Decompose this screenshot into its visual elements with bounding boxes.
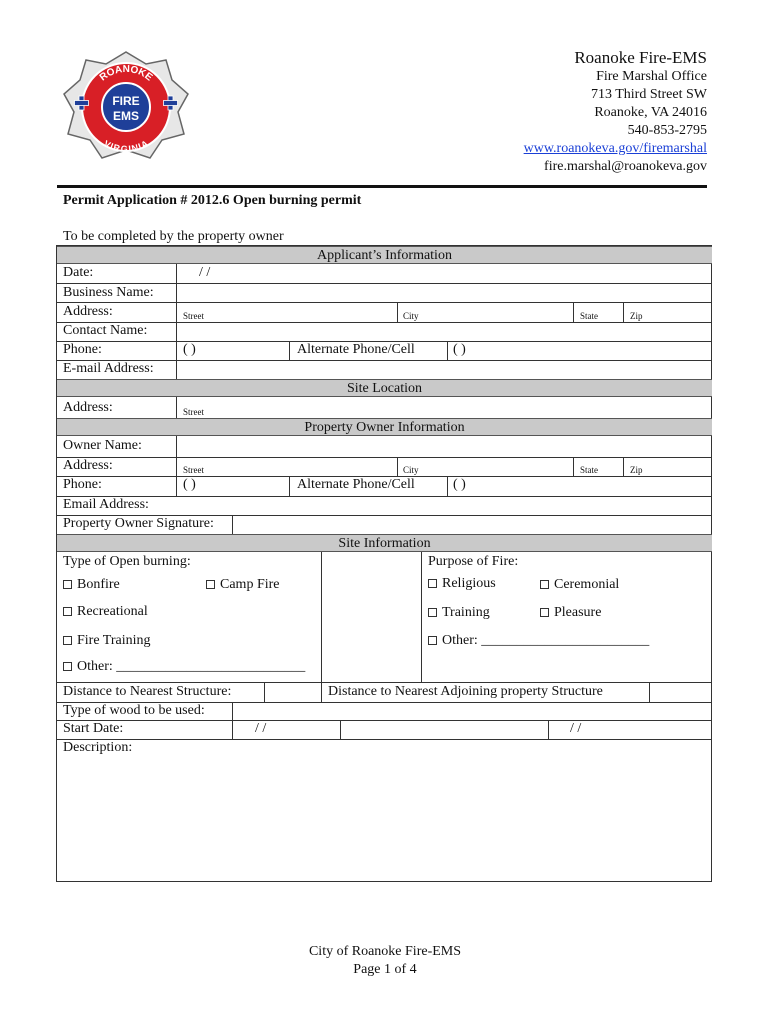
page-number: Page 1 of 4	[353, 962, 417, 977]
row-divider	[56, 682, 712, 683]
section-site-location-heading: Site Location	[57, 379, 712, 397]
alt-phone-divider	[447, 476, 448, 496]
checkbox-icon[interactable]	[540, 608, 549, 617]
burning-other-label: Other: ___________________________	[77, 659, 306, 674]
street-sublabel: Street	[183, 465, 204, 475]
distance-divider	[321, 682, 322, 702]
distance-adjoining-field[interactable]	[650, 683, 711, 701]
header-rule	[57, 185, 707, 188]
business-name-label: Business Name:	[63, 285, 154, 300]
owner-name-label: Owner Name:	[63, 438, 142, 453]
footer-org: City of Roanoke Fire-EMS	[308, 944, 462, 959]
roanoke-fire-ems-logo	[62, 50, 190, 162]
phone-label: Phone:	[63, 342, 102, 357]
owner-address-label: Address:	[63, 458, 113, 473]
email-field[interactable]	[177, 361, 711, 379]
applicant-address-label: Address:	[63, 304, 113, 319]
owner-signature-field[interactable]	[233, 516, 711, 534]
owner-signature-label: Property Owner Signature:	[63, 516, 214, 531]
description-label: Description:	[63, 740, 133, 755]
start-date-field[interactable]: / /	[255, 721, 267, 736]
city-divider	[397, 302, 398, 322]
logo-top-text: ROANOKE	[97, 63, 155, 84]
website-link[interactable]: www.roanokeva.gov/firemarshal	[523, 141, 707, 156]
fire-training-option[interactable]	[63, 633, 151, 649]
state-divider	[573, 457, 574, 476]
street-sublabel: Street	[183, 311, 204, 321]
owner-alt-phone-label: Alternate Phone/Cell	[297, 477, 415, 492]
contact-name-label: Contact Name:	[63, 323, 148, 338]
office-phone: 540-853-2795	[627, 123, 707, 138]
alt-phone-field[interactable]: ( )	[453, 342, 466, 357]
date-field[interactable]: / /	[199, 265, 211, 280]
bonfire-label: Bonfire	[77, 577, 120, 592]
alt-phone-divider	[447, 341, 448, 360]
owner-phone-label: Phone:	[63, 477, 102, 492]
row-divider	[56, 739, 712, 740]
description-field[interactable]	[57, 758, 711, 880]
logo-ems-text: EMS	[112, 109, 140, 123]
row-divider	[56, 457, 712, 458]
section-owner-heading: Property Owner Information	[57, 418, 712, 436]
religious-label: Religious	[442, 576, 496, 591]
campfire-label: Camp Fire	[220, 577, 280, 592]
street-address: 713 Third Street SW	[590, 87, 707, 102]
office-email: fire.marshal@roanokeva.gov	[544, 159, 707, 174]
state-sublabel: State	[580, 465, 598, 475]
wood-type-field[interactable]	[233, 703, 711, 720]
fire-training-label: Fire Training	[77, 633, 151, 648]
checkbox-icon[interactable]	[540, 580, 549, 589]
zip-sublabel: Zip	[630, 465, 643, 475]
start-date-label: Start Date:	[63, 721, 124, 736]
end-date-field[interactable]: / /	[570, 721, 582, 736]
bonfire-option[interactable]	[63, 577, 120, 593]
office-name: Fire Marshal Office	[596, 69, 707, 84]
city-divider	[397, 457, 398, 476]
checkbox-icon[interactable]	[428, 636, 437, 645]
burning-purpose-divider	[421, 552, 422, 682]
section-site-info-heading: Site Information	[57, 534, 712, 552]
pleasure-label: Pleasure	[554, 605, 602, 620]
logo-bottom-text: VIRGINIA	[102, 138, 150, 155]
recreational-label: Recreational	[77, 604, 148, 619]
burning-purpose-divider	[321, 552, 322, 682]
purpose-other-label: Other: ________________________	[442, 633, 650, 648]
distance-adjoining-label: Distance to Nearest Adjoining property Structure	[328, 684, 603, 699]
wood-type-label: Type of wood to be used:	[63, 703, 205, 718]
contact-name-field[interactable]	[177, 323, 711, 341]
checkbox-icon[interactable]	[63, 580, 72, 589]
zip-sublabel: Zip	[630, 311, 643, 321]
distance-structure-field[interactable]	[265, 683, 321, 701]
email-label: E-mail Address:	[63, 361, 154, 376]
label-column-divider	[176, 397, 177, 418]
city-sublabel: City	[403, 465, 419, 475]
date-label: Date:	[63, 265, 94, 280]
date-divider	[548, 720, 549, 739]
state-divider	[573, 302, 574, 322]
instructions-note: To be completed by the property owner	[63, 229, 284, 244]
row-divider	[56, 720, 712, 721]
state-sublabel: State	[580, 311, 598, 321]
checkbox-icon[interactable]	[63, 636, 72, 645]
type-of-burning-label: Type of Open burning:	[63, 554, 191, 569]
campfire-option[interactable]	[206, 577, 280, 593]
alt-phone-divider	[289, 476, 290, 496]
distance-structure-label: Distance to Nearest Structure:	[63, 684, 232, 699]
ceremonial-label: Ceremonial	[554, 577, 620, 592]
date-divider	[340, 720, 341, 739]
alt-phone-divider	[289, 341, 290, 360]
city-sublabel: City	[403, 311, 419, 321]
checkbox-icon[interactable]	[428, 579, 437, 588]
zip-divider	[623, 457, 624, 476]
logo-fire-text: FIRE	[112, 94, 140, 108]
religious-option[interactable]	[428, 576, 496, 592]
checkbox-icon[interactable]	[428, 608, 437, 617]
burning-other-option[interactable]	[63, 659, 305, 675]
owner-email-field[interactable]	[177, 497, 711, 515]
purpose-other-option[interactable]	[428, 633, 649, 649]
city-state-zip: Roanoke, VA 24016	[594, 105, 707, 120]
checkbox-icon[interactable]	[63, 662, 72, 671]
recreational-option[interactable]	[63, 604, 148, 620]
org-name: Roanoke Fire-EMS	[574, 48, 707, 67]
phone-field[interactable]: ( )	[183, 342, 196, 357]
purpose-of-fire-label: Purpose of Fire:	[428, 554, 519, 569]
owner-phone-field[interactable]: ( )	[183, 477, 196, 492]
owner-name-field[interactable]	[177, 437, 711, 456]
street-sublabel: Street	[183, 407, 204, 417]
owner-email-label: Email Address:	[63, 497, 149, 512]
checkbox-icon[interactable]	[206, 580, 215, 589]
section-applicant-heading: Applicant’s Information	[57, 246, 712, 264]
ceremonial-option[interactable]	[540, 577, 619, 593]
training-label: Training	[442, 605, 490, 620]
row-divider	[56, 302, 712, 303]
business-name-field[interactable]	[177, 284, 711, 302]
site-address-label: Address:	[63, 400, 113, 415]
zip-divider	[623, 302, 624, 322]
permit-title: Permit Application # 2012.6 Open burning permit	[63, 193, 362, 208]
checkbox-icon[interactable]	[63, 607, 72, 616]
pleasure-option[interactable]	[540, 605, 601, 621]
owner-alt-phone-field[interactable]: ( )	[453, 477, 466, 492]
alt-phone-label: Alternate Phone/Cell	[297, 342, 415, 357]
training-option[interactable]	[428, 605, 490, 621]
